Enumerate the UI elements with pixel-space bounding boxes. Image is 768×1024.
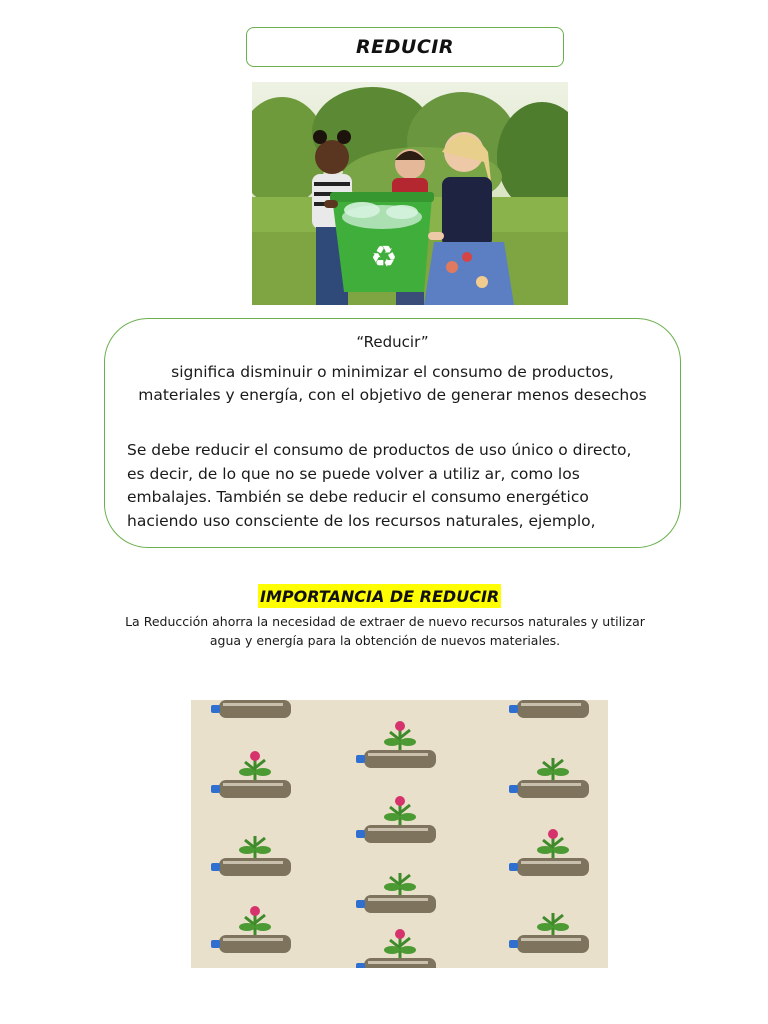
importance-line: agua y energía para la obtención de nuevos materiales. (209, 633, 561, 648)
definition-extra-line: Se debe reducir el consumo de productos de uso único o directo, (127, 441, 632, 459)
children-recycling-photo (252, 82, 568, 305)
definition-main (115, 361, 670, 407)
definition-extra-line: es decir, de lo que no se puede volver a utiliz ar, como los (127, 464, 580, 483)
definition-box (104, 318, 681, 548)
definition-quote: “Reducir” (356, 333, 429, 351)
importance-text (100, 612, 670, 650)
definition-extra-line: haciendo uso consciente de los recursos naturales, ejemplo, (127, 511, 596, 530)
svg-text:♻: ♻ (370, 240, 398, 275)
definition-extra (127, 439, 666, 533)
importance-heading: IMPORTANCIA DE REDUCIR (258, 584, 501, 608)
bottle-planters-photo (191, 700, 608, 968)
title-box (246, 27, 564, 67)
importance-line: La Reducción ahorra la necesidad de extraer de nuevo recursos naturales y utilizar (125, 614, 645, 629)
page-title: REDUCIR (356, 36, 454, 58)
definition-main-line: significa disminuir o minimizar el consumo de productos, (171, 363, 614, 381)
bottle-planter (509, 700, 589, 718)
definition-extra-line: embalajes. También se debe reducir el consumo energético (127, 488, 589, 506)
definition-main-line: materiales y energía, con el objetivo de generar menos desechos (138, 386, 647, 404)
bottle-planter (211, 700, 291, 718)
